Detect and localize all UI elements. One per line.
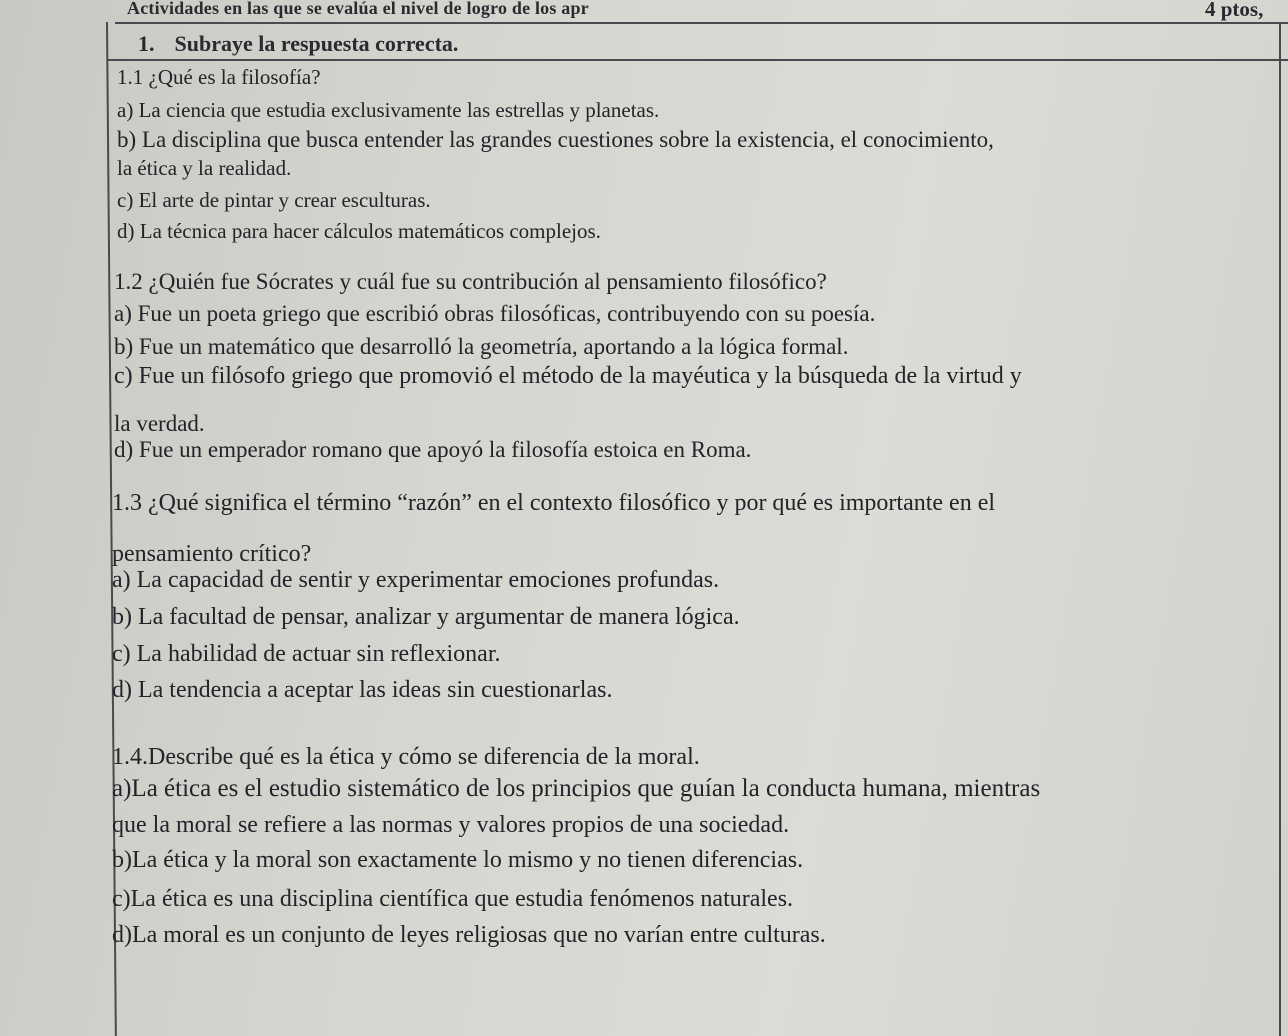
question-1-3-option-d: d) La tendencia a aceptar las ideas sin cuestionarlas.	[112, 677, 613, 703]
question-1-1-prompt: 1.1 ¿Qué es la filosofía?	[117, 65, 321, 89]
header-divider	[115, 22, 1288, 24]
question-1-1-option-b-continued: la ética y la realidad.	[117, 156, 292, 180]
question-1-2-option-c: c) Fue un filósofo griego que promovió el método de la mayéutica y la búsqueda de la virtud y	[114, 363, 1022, 389]
question-1-1-option-d: d) La técnica para hacer cálculos matemáticos complejos.	[117, 219, 601, 243]
question-1-4-option-b: b)La ética y la moral son exactamente lo mismo y no tienen diferencias.	[112, 847, 804, 873]
question-1-4-option-a: a)La ética es el estudio sistemático de los principios que guían la conducta humana, mientras	[112, 775, 1041, 802]
question-1-3-option-b: b) La facultad de pensar, analizar y argumentar de manera lógica.	[112, 604, 740, 630]
instruction-divider	[108, 59, 1288, 61]
question-1-2-option-b: b) Fue un matemático que desarrolló la geometría, aportando a la lógica formal.	[114, 334, 849, 359]
question-1-2-option-d: d) Fue un emperador romano que apoyó la filosofía estoica en Roma.	[114, 437, 752, 462]
right-border	[1279, 22, 1281, 1036]
instruction-number: 1.	[138, 31, 155, 56]
question-1-4-option-c: c)La ética es una disciplina científica que estudia fenómenos naturales.	[112, 886, 794, 912]
header-points: 4 ptos,	[1205, 0, 1264, 21]
question-1-1-option-b: b) La disciplina que busca entender las grandes cuestiones sobre la existencia, el conocimiento,	[117, 127, 994, 152]
question-1-3-prompt: 1.3 ¿Qué significa el término “razón” en el contexto filosófico y por qué es importante en el	[112, 490, 996, 516]
instruction	[138, 31, 458, 57]
left-border	[106, 22, 116, 1036]
instruction-text: Subraye la respuesta correcta.	[174, 31, 459, 56]
header-band	[0, 0, 1288, 20]
question-1-4-option-d: d)La moral es un conjunto de leyes religiosas que no varían entre culturas.	[112, 922, 826, 948]
question-1-4-option-a-continued: que la moral se refiere a las normas y valores propios de una sociedad.	[112, 812, 790, 838]
question-1-1-option-a: a) La ciencia que estudia exclusivamente las estrellas y planetas.	[117, 98, 660, 122]
question-1-3-prompt-continued: pensamiento crítico?	[112, 541, 312, 567]
question-1-2-prompt: 1.2 ¿Quién fue Sócrates y cuál fue su contribución al pensamiento filosófico?	[114, 269, 827, 294]
header-title: Actividades en las que se evalúa el nivel de logro de los apr	[127, 0, 589, 18]
question-1-3-option-c: c) La habilidad de actuar sin reflexionar.	[112, 641, 501, 667]
question-1-2-option-c-continued: la verdad.	[114, 411, 205, 436]
question-1-1-option-c: c) El arte de pintar y crear esculturas.	[117, 188, 431, 212]
question-1-3-option-a: a) La capacidad de sentir y experimentar emociones profundas.	[112, 567, 720, 593]
question-1-2-option-a: a) Fue un poeta griego que escribió obras filosóficas, contribuyendo con su poesía.	[114, 301, 876, 326]
question-1-4-prompt: 1.4.Describe qué es la ética y cómo se diferencia de la moral.	[112, 744, 700, 770]
